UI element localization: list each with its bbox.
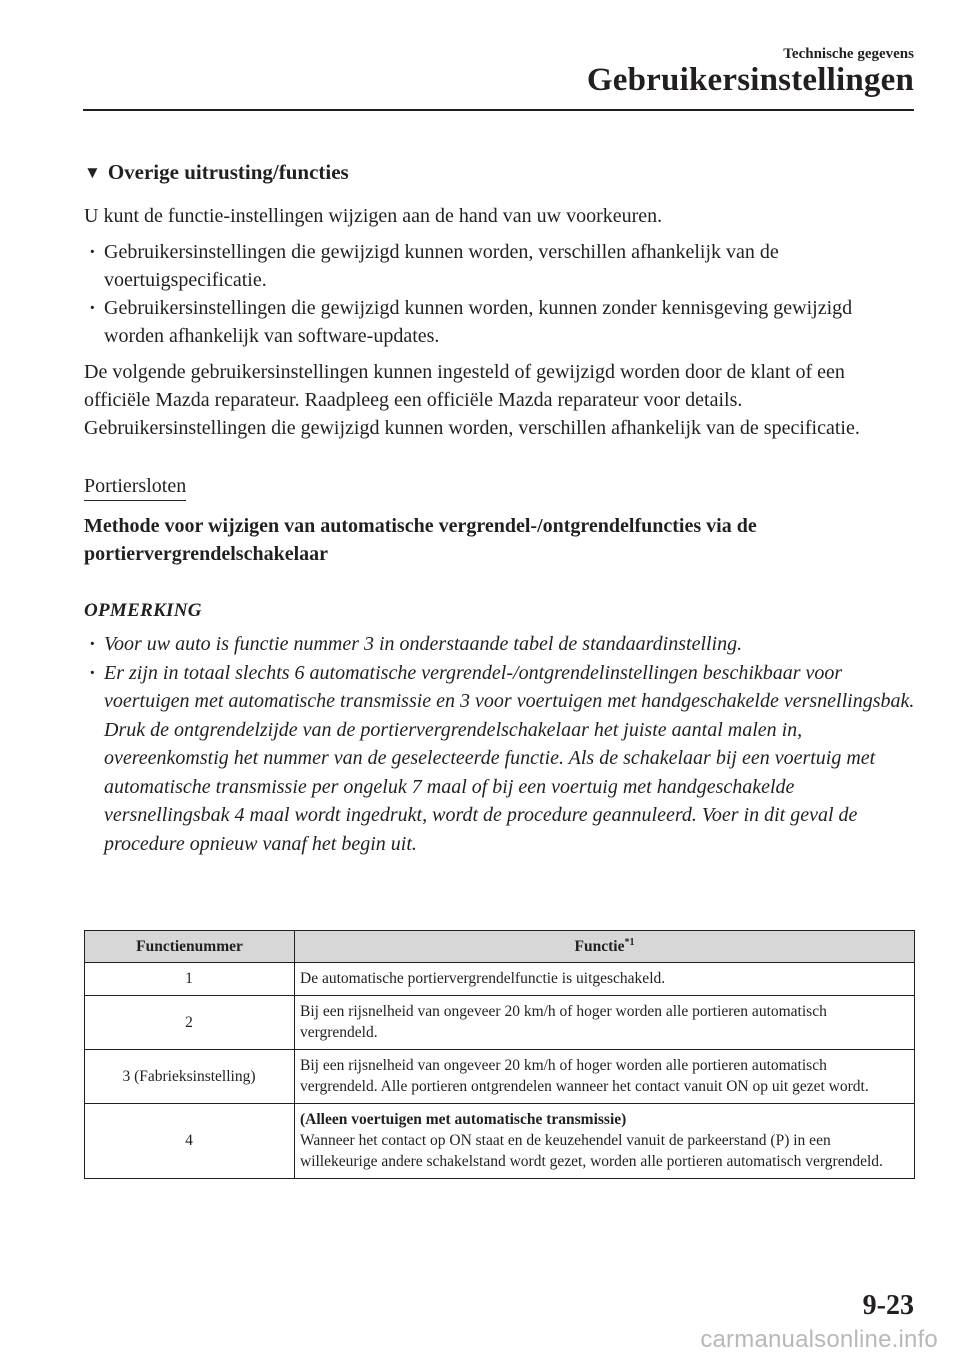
table-row [85,1104,915,1179]
function-number: 4 [85,1104,295,1179]
intro-text: U kunt de functie-instellingen wijzigen aan de hand van uw voorkeuren. [84,205,663,227]
footnote-marker: *1 [624,936,635,948]
function-description: De automatische portiervergrendelfunctie is uitgeschakeld. [295,963,915,996]
watermark: carmanualsonline.info [700,1326,938,1353]
bullet-list [84,238,916,350]
table-header-row [85,931,915,963]
note-list [84,630,916,858]
list-item: · Gebruikersinstellingen die gewijzigd kunnen worden, kunnen zonder kennisgeving gewijzigd worden afhankelijk van software-updates. [84,294,916,350]
body-paragraph: De volgende gebruikersinstellingen kunnen ingesteld of gewijzigd worden door de klant of een officiële Mazda reparateur. Raadpleeg een officiële Mazda reparateur voor details. Gebruikersinstellingen die gewijzigd kunnen worden, verschillen afhankelijk van de specificatie. [84,361,860,439]
function-description: Bij een rijsnelheid van ongeveer 20 km/h of hoger worden alle portieren automatisch vergrendeld. [295,996,915,1050]
page-number: 9-23 [862,1290,914,1321]
col-function: Functie$^{*1}$ [295,931,915,963]
note-item: · Voor uw auto is functie nummer 3 in onderstaande tabel de standaardinstelling. [84,630,916,659]
chapter-label: Technische gegevens [783,46,914,62]
method-title: Methode voor wijzigen van automatische vergrendel-/ontgrendelfuncties via de portiervergrendelschakelaar [84,515,757,565]
list-item: · Gebruikersinstellingen die gewijzigd kunnen worden, verschillen afhankelijk van de voertuigspecificatie. [84,238,916,294]
function-table [84,930,915,1179]
table-row [85,963,915,996]
triangle-down-icon: ▼ [84,162,101,182]
function-number: 3 (Fabrieksinstelling) [85,1050,295,1104]
section-title: Overige uitrusting/functies [107,160,349,184]
function-number: 2 [85,996,295,1050]
header-rule [83,109,914,111]
function-condition: (Alleen voertuigen met automatische transmissie) [300,1111,627,1128]
note-item: · Er zijn in totaal slechts 6 automatische vergrendel-/ontgrendelinstellingen beschikbaar voor voertuigen met automatische transmissie en 3 voor voertuigen met handgeschakelde versnellingsbak. Druk de ontgrendelzijde van de portiervergrendelschakelaar het juiste aantal malen in, overeenkomstig het nummer van de geselecteerde functie. Als de schakelaar bij een voertuig met automatische transmissie per ongeluk 7 maal of bij een voertuig met handgeschakelde versnellingsbak 4 maal wordt ingedrukt, wordt de procedure geannuleerd. Voer in dit geval de procedure opnieuw vanaf het begin uit. [84,659,916,859]
content [84,160,916,858]
section-heading [84,160,916,185]
subsection-heading [84,475,916,498]
function-description: (Alleen voertuigen met automatische transmissie) Wanneer het contact op ON staat en de keuzehendel vanuit de parkeerstand (P) in een willekeurige andere schakelstand wordt gezet, worden alle portieren automatisch vergrendeld. [295,1104,915,1179]
page-title: Gebruikersinstellingen [586,62,914,98]
table-row [85,996,915,1050]
table-row [85,1050,915,1104]
function-number: 1 [85,963,295,996]
col-function-number: Functienummer [85,931,295,963]
function-description: Bij een rijsnelheid van ongeveer 20 km/h of hoger worden alle portieren automatisch vergrendeld. Alle portieren ontgrendelen wanneer het contact vanuit ON op uit gezet wordt. [295,1050,915,1104]
subsection-title: Portiersloten [84,475,186,501]
note-title: OPMERKING [84,600,202,621]
